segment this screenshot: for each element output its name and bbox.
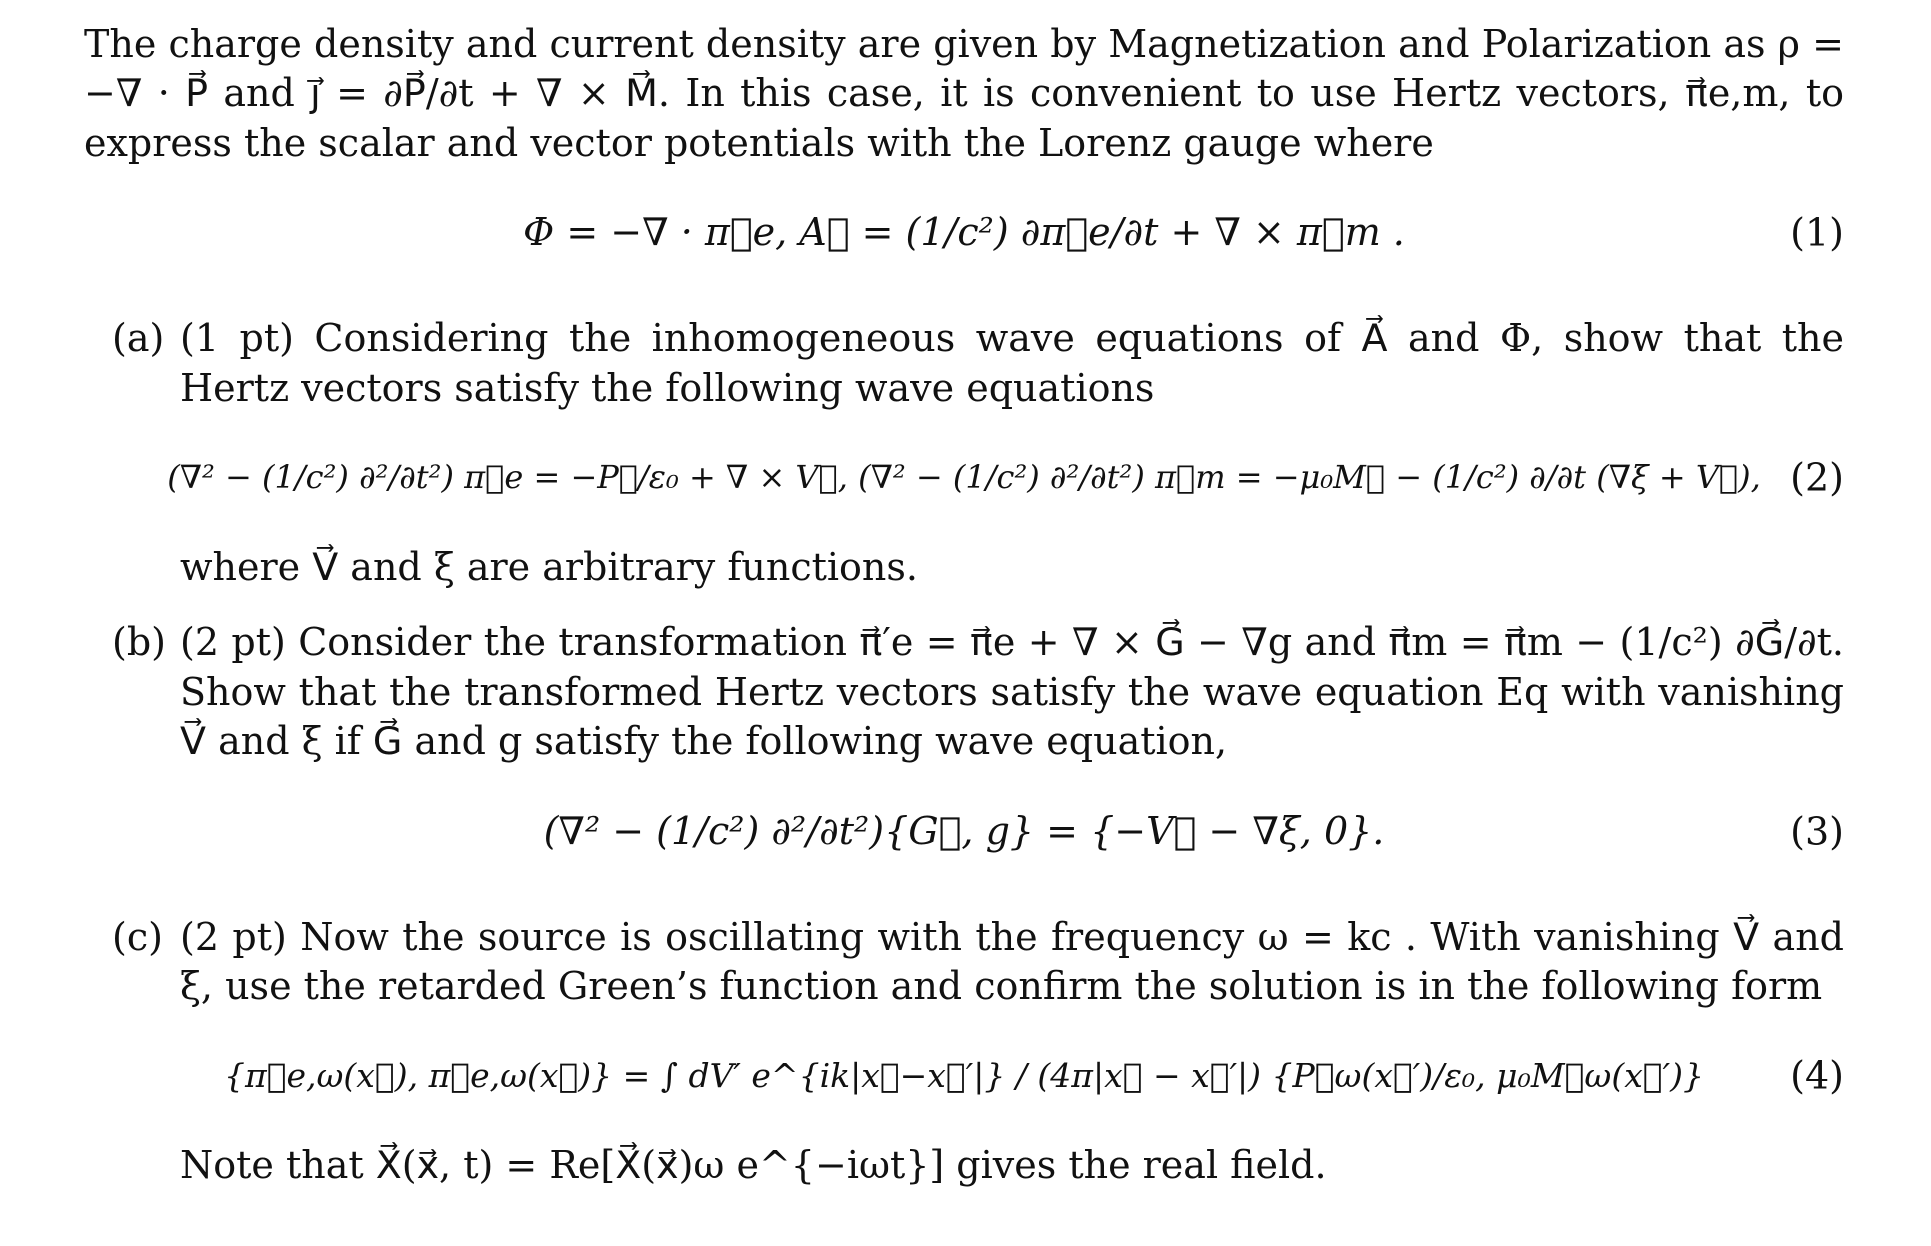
equation-2 — [84, 423, 1844, 533]
part-a — [84, 314, 1844, 592]
problem-document — [84, 20, 1844, 1191]
equation-2-body: (∇² − (1/c²) ∂²/∂t²) π⃗e = −P⃗/ε₀ + ∇ × V⃗, (∇² − (1/c²) ∂²/∂t²) π⃗m = −μ₀M⃗ − (1/c²) ∂/∂t (∇ξ + V⃗), — [167, 458, 1761, 497]
part-b-label: (b) — [112, 620, 166, 665]
part-c-text: (2 pt) Now the source is oscillating with the frequency ω = kc . With vanishing V⃗ and ξ, use the retarded Green’s function and confirm the solution is in the following form — [180, 914, 1844, 1008]
part-a-text: (1 pt) Considering the inhomogeneous wave equations of A⃗ and Φ, show that the Hertz vectors satisfy the following wave equations — [180, 316, 1844, 410]
equation-3-body: (∇² − (1/c²) ∂²/∂t²){G⃗, g} = {−V⃗ − ∇ξ, 0}. — [543, 808, 1385, 853]
equation-4-number: (4) — [1790, 1053, 1844, 1098]
equation-3-number: (3) — [1790, 808, 1844, 853]
equation-1-number: (1) — [1790, 210, 1844, 255]
part-b — [84, 618, 1844, 886]
equation-2-number: (2) — [1790, 455, 1844, 500]
part-c-label: (c) — [112, 914, 163, 959]
part-b-text: (2 pt) Consider the transformation π⃗′e = π⃗e + ∇ × G⃗ − ∇g and π⃗m = π⃗m − (1/c²) ∂G⃗/∂t. Show that the transformed Hertz vectors satisfy the wave equation Eq with vanishing V⃗ and ξ if G⃗ and g satisfy the following wave equation, — [180, 620, 1844, 764]
part-c — [84, 913, 1844, 1191]
intro-paragraph: The charge density and current density are given by Magnetization and Polarization as ρ = −∇ · P⃗ and j⃗ = ∂P⃗/∂t + ∇ × M⃗. In this case, it is convenient to use Hertz vectors, π⃗e,m, to express the scalar and vector potentials with the Lorenz gauge where — [84, 22, 1844, 165]
equation-1 — [84, 178, 1844, 288]
equation-4 — [84, 1021, 1844, 1131]
equation-1-body: Φ = −∇ · π⃗e, A⃗ = (1/c²) ∂π⃗e/∂t + ∇ × π⃗m . — [523, 210, 1405, 255]
part-a-after-text: where V⃗ and ξ are arbitrary functions. — [180, 544, 918, 589]
equation-4-body: {π⃗e,ω(x⃗), π⃗e,ω(x⃗)} = ∫ dV′ e^{ik|x⃗−x⃗′|} / (4π|x⃗ − x⃗′|) {P⃗ω(x⃗′)/ε₀, μ₀M⃗ω(x⃗′)} — [224, 1055, 1704, 1095]
part-a-label: (a) — [112, 316, 165, 361]
equation-3 — [84, 777, 1844, 887]
part-c-note: Note that X⃗(x⃗, t) = Re[X⃗(x⃗)ω e^{−iωt}] gives the real field. — [180, 1143, 1327, 1188]
